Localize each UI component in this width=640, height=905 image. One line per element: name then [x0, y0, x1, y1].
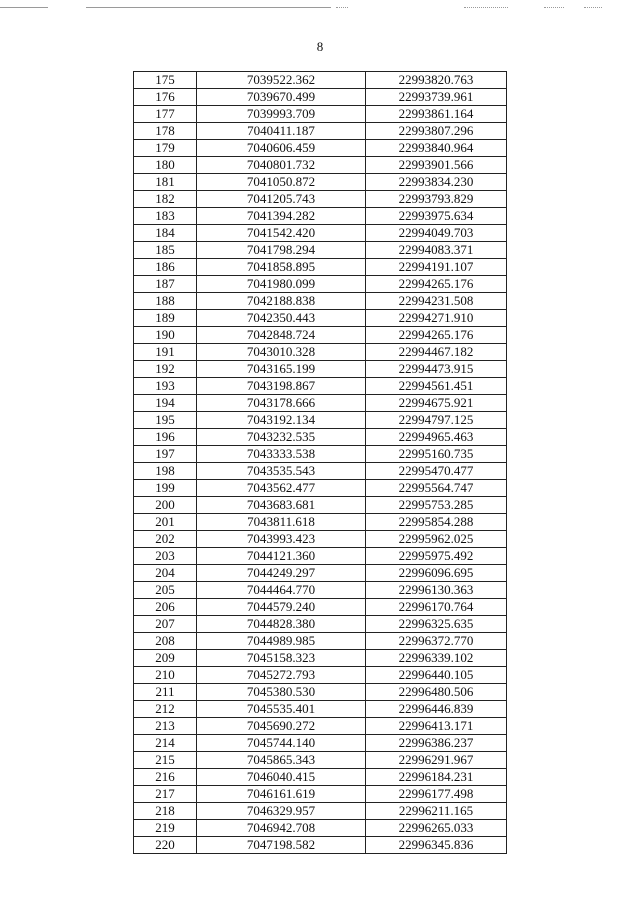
- table-row: [134, 310, 507, 327]
- scan-header-line-2: [86, 7, 331, 8]
- point-number-cell: 198: [134, 463, 197, 480]
- scan-header-line-6: [584, 7, 602, 8]
- point-number-cell: 175: [134, 72, 197, 89]
- point-number-cell: 215: [134, 752, 197, 769]
- y-coordinate-cell: 22995753.285: [366, 497, 507, 514]
- x-coordinate-cell: 7040411.187: [197, 123, 366, 140]
- table-row: [134, 446, 507, 463]
- x-coordinate-cell: 7044828.380: [197, 616, 366, 633]
- point-number-cell: 207: [134, 616, 197, 633]
- y-coordinate-cell: 22994191.107: [366, 259, 507, 276]
- point-number-cell: 178: [134, 123, 197, 140]
- y-coordinate-cell: 22994265.176: [366, 276, 507, 293]
- y-coordinate-cell: 22996386.237: [366, 735, 507, 752]
- table-row: [134, 293, 507, 310]
- table-row: [134, 514, 507, 531]
- point-number-cell: 202: [134, 531, 197, 548]
- x-coordinate-cell: 7041980.099: [197, 276, 366, 293]
- point-number-cell: 219: [134, 820, 197, 837]
- y-coordinate-cell: 22993834.230: [366, 174, 507, 191]
- point-number-cell: 179: [134, 140, 197, 157]
- point-number-cell: 206: [134, 599, 197, 616]
- y-coordinate-cell: 22996096.695: [366, 565, 507, 582]
- point-number-cell: 197: [134, 446, 197, 463]
- point-number-cell: 180: [134, 157, 197, 174]
- table-row: [134, 820, 507, 837]
- y-coordinate-cell: 22993793.829: [366, 191, 507, 208]
- page-number: 8: [316, 39, 324, 54]
- table-row: [134, 463, 507, 480]
- y-coordinate-cell: 22994797.125: [366, 412, 507, 429]
- x-coordinate-cell: 7041205.743: [197, 191, 366, 208]
- x-coordinate-cell: 7044989.985: [197, 633, 366, 650]
- point-number-cell: 183: [134, 208, 197, 225]
- x-coordinate-cell: 7039993.709: [197, 106, 366, 123]
- point-number-cell: 191: [134, 344, 197, 361]
- table-row: [134, 157, 507, 174]
- table-row: [134, 480, 507, 497]
- table-row: [134, 361, 507, 378]
- table-row: [134, 582, 507, 599]
- point-number-cell: 176: [134, 89, 197, 106]
- y-coordinate-cell: 22996345.836: [366, 837, 507, 854]
- x-coordinate-cell: 7041798.294: [197, 242, 366, 259]
- x-coordinate-cell: 7043232.535: [197, 429, 366, 446]
- y-coordinate-cell: 22996291.967: [366, 752, 507, 769]
- y-coordinate-cell: 22993739.961: [366, 89, 507, 106]
- x-coordinate-cell: 7043165.199: [197, 361, 366, 378]
- y-coordinate-cell: 22996440.105: [366, 667, 507, 684]
- x-coordinate-cell: 7046040.415: [197, 769, 366, 786]
- y-coordinate-cell: 22994265.176: [366, 327, 507, 344]
- point-number-cell: 195: [134, 412, 197, 429]
- y-coordinate-cell: 22996177.498: [366, 786, 507, 803]
- x-coordinate-cell: 7043010.328: [197, 344, 366, 361]
- coordinates-table: [133, 71, 507, 854]
- point-number-cell: 184: [134, 225, 197, 242]
- x-coordinate-cell: 7041394.282: [197, 208, 366, 225]
- x-coordinate-cell: 7045535.401: [197, 701, 366, 718]
- y-coordinate-cell: 22995975.492: [366, 548, 507, 565]
- table-row: [134, 89, 507, 106]
- point-number-cell: 218: [134, 803, 197, 820]
- x-coordinate-cell: 7043562.477: [197, 480, 366, 497]
- x-coordinate-cell: 7043178.666: [197, 395, 366, 412]
- table-row: [134, 123, 507, 140]
- x-coordinate-cell: 7045690.272: [197, 718, 366, 735]
- point-number-cell: 205: [134, 582, 197, 599]
- scan-header-line-3: [336, 7, 348, 8]
- point-number-cell: 200: [134, 497, 197, 514]
- table-row: [134, 701, 507, 718]
- x-coordinate-cell: 7043993.423: [197, 531, 366, 548]
- point-number-cell: 204: [134, 565, 197, 582]
- x-coordinate-cell: 7046329.957: [197, 803, 366, 820]
- point-number-cell: 182: [134, 191, 197, 208]
- y-coordinate-cell: 22994083.371: [366, 242, 507, 259]
- x-coordinate-cell: 7041858.895: [197, 259, 366, 276]
- x-coordinate-cell: 7042350.443: [197, 310, 366, 327]
- table-row: [134, 327, 507, 344]
- y-coordinate-cell: 22995962.025: [366, 531, 507, 548]
- y-coordinate-cell: 22995564.747: [366, 480, 507, 497]
- table-row: [134, 378, 507, 395]
- table-row: [134, 599, 507, 616]
- table-row: [134, 837, 507, 854]
- scan-header-line-1: [0, 7, 48, 8]
- y-coordinate-cell: 22994467.182: [366, 344, 507, 361]
- y-coordinate-cell: 22996480.506: [366, 684, 507, 701]
- table-row: [134, 548, 507, 565]
- point-number-cell: 188: [134, 293, 197, 310]
- table-row: [134, 769, 507, 786]
- y-coordinate-cell: 22994049.703: [366, 225, 507, 242]
- table-row: [134, 735, 507, 752]
- x-coordinate-cell: 7044464.770: [197, 582, 366, 599]
- x-coordinate-cell: 7039522.362: [197, 72, 366, 89]
- y-coordinate-cell: 22995470.477: [366, 463, 507, 480]
- x-coordinate-cell: 7046942.708: [197, 820, 366, 837]
- point-number-cell: 211: [134, 684, 197, 701]
- x-coordinate-cell: 7044249.297: [197, 565, 366, 582]
- x-coordinate-cell: 7046161.619: [197, 786, 366, 803]
- point-number-cell: 190: [134, 327, 197, 344]
- point-number-cell: 192: [134, 361, 197, 378]
- table-row: [134, 174, 507, 191]
- x-coordinate-cell: 7040801.732: [197, 157, 366, 174]
- point-number-cell: 201: [134, 514, 197, 531]
- y-coordinate-cell: 22993861.164: [366, 106, 507, 123]
- point-number-cell: 181: [134, 174, 197, 191]
- y-coordinate-cell: 22996184.231: [366, 769, 507, 786]
- table-row: [134, 531, 507, 548]
- y-coordinate-cell: 22994675.921: [366, 395, 507, 412]
- point-number-cell: 210: [134, 667, 197, 684]
- table-row: [134, 718, 507, 735]
- y-coordinate-cell: 22994271.910: [366, 310, 507, 327]
- point-number-cell: 213: [134, 718, 197, 735]
- table-row: [134, 786, 507, 803]
- point-number-cell: 212: [134, 701, 197, 718]
- x-coordinate-cell: 7043535.543: [197, 463, 366, 480]
- x-coordinate-cell: 7043192.134: [197, 412, 366, 429]
- y-coordinate-cell: 22995854.288: [366, 514, 507, 531]
- point-number-cell: 217: [134, 786, 197, 803]
- table-row: [134, 140, 507, 157]
- table-row: [134, 276, 507, 293]
- x-coordinate-cell: 7045744.140: [197, 735, 366, 752]
- table-row: [134, 72, 507, 89]
- x-coordinate-cell: 7045865.343: [197, 752, 366, 769]
- table-row: [134, 225, 507, 242]
- point-number-cell: 209: [134, 650, 197, 667]
- table-row: [134, 650, 507, 667]
- point-number-cell: 214: [134, 735, 197, 752]
- scan-header-line-4: [464, 7, 508, 8]
- table-row: [134, 106, 507, 123]
- point-number-cell: 193: [134, 378, 197, 395]
- table-row: [134, 752, 507, 769]
- table-row: [134, 412, 507, 429]
- table-row: [134, 497, 507, 514]
- x-coordinate-cell: 7043811.618: [197, 514, 366, 531]
- point-number-cell: 186: [134, 259, 197, 276]
- x-coordinate-cell: 7045380.530: [197, 684, 366, 701]
- y-coordinate-cell: 22995160.735: [366, 446, 507, 463]
- y-coordinate-cell: 22996339.102: [366, 650, 507, 667]
- y-coordinate-cell: 22996325.635: [366, 616, 507, 633]
- x-coordinate-cell: 7042848.724: [197, 327, 366, 344]
- x-coordinate-cell: 7044579.240: [197, 599, 366, 616]
- table-row: [134, 684, 507, 701]
- y-coordinate-cell: 22996211.165: [366, 803, 507, 820]
- y-coordinate-cell: 22994231.508: [366, 293, 507, 310]
- table-row: [134, 616, 507, 633]
- x-coordinate-cell: 7047198.582: [197, 837, 366, 854]
- table-row: [134, 565, 507, 582]
- x-coordinate-cell: 7045272.793: [197, 667, 366, 684]
- y-coordinate-cell: 22996413.171: [366, 718, 507, 735]
- y-coordinate-cell: 22994965.463: [366, 429, 507, 446]
- y-coordinate-cell: 22994473.915: [366, 361, 507, 378]
- point-number-cell: 196: [134, 429, 197, 446]
- y-coordinate-cell: 22993840.964: [366, 140, 507, 157]
- table-row: [134, 208, 507, 225]
- point-number-cell: 199: [134, 480, 197, 497]
- x-coordinate-cell: 7041050.872: [197, 174, 366, 191]
- point-number-cell: 203: [134, 548, 197, 565]
- table-row: [134, 259, 507, 276]
- x-coordinate-cell: 7041542.420: [197, 225, 366, 242]
- point-number-cell: 216: [134, 769, 197, 786]
- x-coordinate-cell: 7043198.867: [197, 378, 366, 395]
- y-coordinate-cell: 22993807.296: [366, 123, 507, 140]
- point-number-cell: 208: [134, 633, 197, 650]
- y-coordinate-cell: 22996372.770: [366, 633, 507, 650]
- point-number-cell: 187: [134, 276, 197, 293]
- scan-header-line-5: [544, 7, 564, 8]
- table-row: [134, 667, 507, 684]
- y-coordinate-cell: 22996170.764: [366, 599, 507, 616]
- table-row: [134, 242, 507, 259]
- x-coordinate-cell: 7043333.538: [197, 446, 366, 463]
- point-number-cell: 177: [134, 106, 197, 123]
- point-number-cell: 185: [134, 242, 197, 259]
- point-number-cell: 220: [134, 837, 197, 854]
- x-coordinate-cell: 7039670.499: [197, 89, 366, 106]
- y-coordinate-cell: 22993975.634: [366, 208, 507, 225]
- coordinates-table-body: [134, 72, 507, 854]
- point-number-cell: 189: [134, 310, 197, 327]
- y-coordinate-cell: 22994561.451: [366, 378, 507, 395]
- x-coordinate-cell: 7045158.323: [197, 650, 366, 667]
- y-coordinate-cell: 22996265.033: [366, 820, 507, 837]
- table-row: [134, 803, 507, 820]
- x-coordinate-cell: 7042188.838: [197, 293, 366, 310]
- y-coordinate-cell: 22996130.363: [366, 582, 507, 599]
- table-row: [134, 395, 507, 412]
- x-coordinate-cell: 7044121.360: [197, 548, 366, 565]
- table-row: [134, 344, 507, 361]
- x-coordinate-cell: 7040606.459: [197, 140, 366, 157]
- y-coordinate-cell: 22993820.763: [366, 72, 507, 89]
- x-coordinate-cell: 7043683.681: [197, 497, 366, 514]
- table-row: [134, 191, 507, 208]
- table-row: [134, 429, 507, 446]
- table-row: [134, 633, 507, 650]
- y-coordinate-cell: 22996446.839: [366, 701, 507, 718]
- y-coordinate-cell: 22993901.566: [366, 157, 507, 174]
- point-number-cell: 194: [134, 395, 197, 412]
